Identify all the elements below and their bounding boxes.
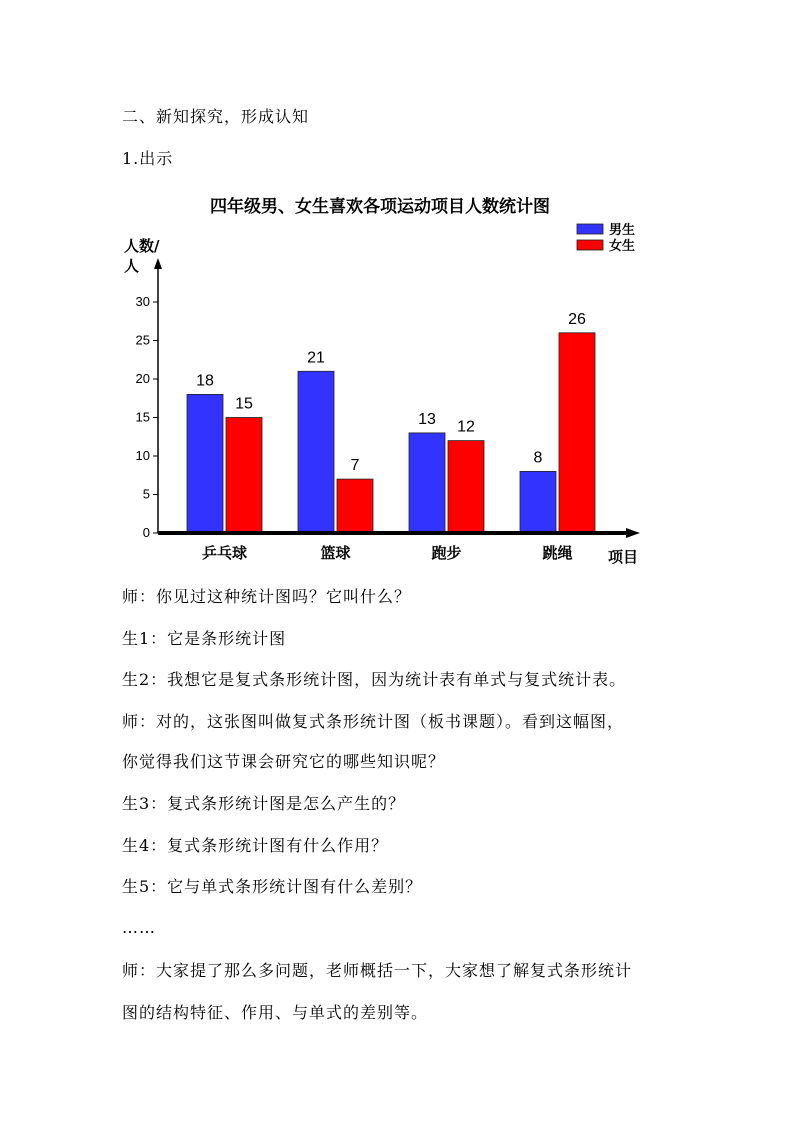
- y-axis-label-line2: 人: [124, 257, 140, 275]
- x-axis-label: 项目: [608, 548, 639, 566]
- x-axis: [158, 528, 640, 562]
- dialogue-line: 生1：它是条形统计图: [122, 629, 287, 648]
- chart-title: 四年级男、女生喜欢各项运动项目人数统计图: [210, 197, 550, 217]
- x-axis-arrow: [626, 528, 640, 538]
- data-label: 21: [307, 349, 325, 367]
- bar-girls: [226, 418, 262, 534]
- legend-swatch: [577, 240, 603, 250]
- bar-boys: [409, 433, 445, 533]
- data-label: 15: [235, 395, 253, 413]
- y-axis-label-line1: 人数/: [124, 237, 160, 255]
- bar-chart: [110, 185, 650, 570]
- bar-boys: [520, 471, 556, 533]
- y-tick-label: 20: [135, 371, 150, 386]
- dialogue-line: 师：你见过这种统计图吗？它叫什么？: [122, 587, 412, 606]
- data-label: 13: [418, 410, 436, 428]
- bar-girls: [337, 479, 373, 533]
- dialogue-line: 师：大家提了那么多问题，老师概括一下，大家想了解复式条形统计: [122, 961, 633, 980]
- category-label: 跑步: [431, 544, 462, 562]
- bar-boys: [187, 394, 223, 533]
- y-axis: [136, 258, 162, 540]
- data-label: 26: [568, 310, 586, 328]
- legend-swatch: [577, 224, 603, 234]
- dialogue-line: 生2：我想它是复式条形统计图，因为统计表有单式与复式统计表。: [122, 670, 627, 689]
- data-label: 12: [457, 418, 475, 436]
- y-tick-label: 30: [135, 294, 150, 309]
- dialogue-line: 你觉得我们这节课会研究它的哪些知识呢？: [122, 752, 446, 771]
- bar-girls: [448, 441, 484, 533]
- data-label: 18: [196, 372, 214, 390]
- subheading: 1.出示: [122, 149, 174, 168]
- bar-girls: [559, 333, 595, 533]
- dialogue-line: ……: [122, 918, 156, 937]
- y-tick-label: 0: [142, 525, 150, 540]
- y-tick-label: 15: [135, 409, 150, 425]
- y-tick-label: 25: [135, 332, 150, 348]
- y-tick-label: 10: [135, 448, 150, 463]
- data-label: 7: [350, 457, 360, 475]
- legend-label: 女生: [609, 239, 636, 254]
- legend-label: 男生: [609, 223, 636, 238]
- section-heading: 二、新知探究，形成认知: [122, 107, 310, 126]
- dialogue-line: 生3：复式条形统计图是怎么产生的？: [122, 794, 406, 813]
- dialogue-line: 生4：复式条形统计图有什么作用？: [122, 836, 389, 855]
- category-label: 跳绳: [542, 544, 573, 562]
- data-label: 8: [533, 449, 543, 467]
- bars: [187, 311, 595, 533]
- y-tick-label: 5: [142, 486, 150, 502]
- bar-boys: [298, 371, 334, 533]
- category-label: 篮球: [320, 544, 351, 562]
- legend: [577, 222, 635, 254]
- y-axis-arrow: [154, 258, 162, 269]
- dialogue-line: 师：对的，这张图叫做复式条形统计图（板书课题）。看到这幅图，: [122, 712, 625, 731]
- dialogue-line: 图的结构特征、作用、与单式的差别等。: [122, 1003, 429, 1022]
- dialogue-line: 生5：它与单式条形统计图有什么差别？: [122, 877, 423, 896]
- category-label: 乒乓球: [201, 544, 248, 562]
